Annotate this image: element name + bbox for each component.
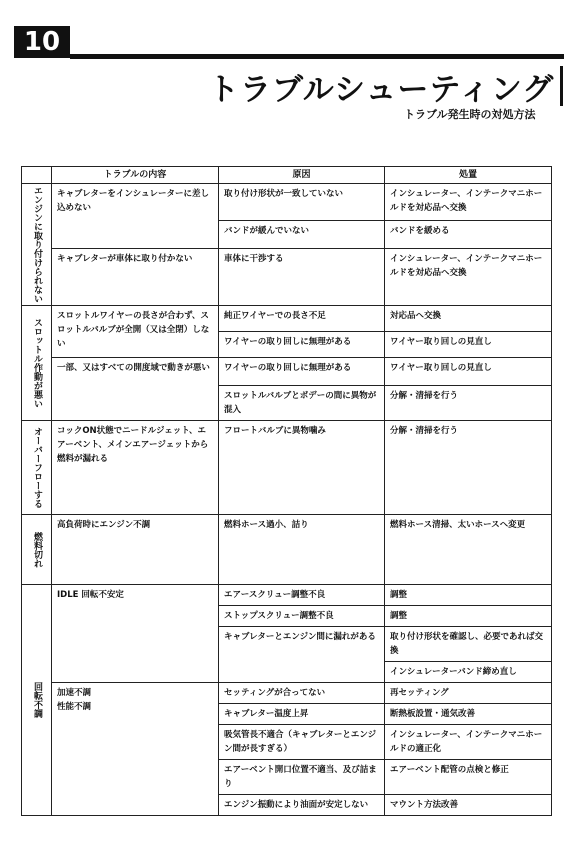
cause-cell: ワイヤーの取り回しに無理がある bbox=[219, 358, 385, 386]
action-cell: バンドを緩める bbox=[385, 221, 552, 249]
table-row bbox=[22, 249, 552, 306]
action-cell: 断熱板設置・通気改善 bbox=[385, 704, 552, 725]
problem-cell: キャブレターが車体に取り付かない bbox=[52, 249, 219, 306]
cause-cell: エアースクリュー調整不良 bbox=[219, 585, 385, 606]
category-cell: 燃料切れ bbox=[22, 515, 52, 585]
cause-cell: ストップスクリュー調整不良 bbox=[219, 606, 385, 627]
cause-cell: ワイヤーの取り回しに無理がある bbox=[219, 332, 385, 358]
action-cell: ワイヤー取り回しの見直し bbox=[385, 358, 552, 386]
page-title: トラブルシューティング bbox=[208, 72, 555, 108]
category-cell: スロットル作動が悪い bbox=[22, 306, 52, 421]
chapter-rule bbox=[70, 54, 564, 59]
action-cell: 取り付け形状を確認し、必要であれば交換 bbox=[385, 627, 552, 662]
problem-cell: スロットルワイヤーの長さが合わず、スロットルバルブが全開（又は全閉）しない bbox=[52, 306, 219, 358]
action-cell: 調整 bbox=[385, 585, 552, 606]
cause-cell: 純正ワイヤーでの長さ不足 bbox=[219, 306, 385, 332]
category-cell: オーバーフローする bbox=[22, 421, 52, 515]
cause-cell: キャブレター温度上昇 bbox=[219, 704, 385, 725]
cause-cell: エアーベント開口位置不適当、及び詰まり bbox=[219, 760, 385, 795]
problem-cell: IDLE 回転不安定 bbox=[52, 585, 219, 683]
problem-cell: 加速不調 性能不調 bbox=[52, 683, 219, 816]
table-row bbox=[22, 184, 552, 221]
cause-cell: 取り付け形状が一致していない bbox=[219, 184, 385, 221]
action-cell: エアーベント配管の点検と修正 bbox=[385, 760, 552, 795]
cause-cell: 車体に干渉する bbox=[219, 249, 385, 306]
page-subtitle: トラブル発生時の対処方法 bbox=[404, 108, 536, 121]
cause-cell: スロットルバルブとボデーの間に異物が混入 bbox=[219, 386, 385, 421]
table-row bbox=[22, 306, 552, 332]
category-cell: エンジンに取り付けられない bbox=[22, 184, 52, 306]
problem-cell: 一部、又はすべての開度域で動きが悪い bbox=[52, 358, 219, 421]
action-cell: インシュレーター、インテークマニホールドを対応品へ交換 bbox=[385, 249, 552, 306]
action-cell: インシュレーター、インテークマニホールドの適正化 bbox=[385, 725, 552, 760]
action-cell: マウント方法改善 bbox=[385, 795, 552, 816]
table-row bbox=[22, 421, 552, 515]
problem-cell: コックON状態でニードルジェット、エアーベント、メインエアージェットから燃料が漏れる bbox=[52, 421, 219, 515]
table-header-row bbox=[22, 167, 552, 184]
category-cell: 回転不調 bbox=[22, 585, 52, 816]
action-cell: インシュレーター、インテークマニホールドを対応品へ交換 bbox=[385, 184, 552, 221]
table-row bbox=[22, 358, 552, 386]
cause-cell: バンドが緩んでいない bbox=[219, 221, 385, 249]
troubleshooting-table bbox=[21, 166, 552, 816]
problem-cell: 高負荷時にエンジン不調 bbox=[52, 515, 219, 585]
cause-cell: 燃料ホース過小、詰り bbox=[219, 515, 385, 585]
action-cell: 分解・清掃を行う bbox=[385, 421, 552, 515]
table-row bbox=[22, 683, 552, 704]
cause-cell: セッティングが合ってない bbox=[219, 683, 385, 704]
cause-cell: 吸気管長不適合（キャブレターとエンジン間が長すぎる） bbox=[219, 725, 385, 760]
title-side-bar bbox=[560, 66, 563, 106]
header-cause: 原因 bbox=[219, 167, 385, 184]
action-cell: ワイヤー取り回しの見直し bbox=[385, 332, 552, 358]
action-cell: 分解・清掃を行う bbox=[385, 386, 552, 421]
action-cell: 再セッティング bbox=[385, 683, 552, 704]
action-cell: 対応品へ交換 bbox=[385, 306, 552, 332]
cause-cell: キャブレターとエンジン間に漏れがある bbox=[219, 627, 385, 683]
action-cell: 燃料ホース清掃、太いホースへ変更 bbox=[385, 515, 552, 585]
action-cell: 調整 bbox=[385, 606, 552, 627]
table-row bbox=[22, 515, 552, 585]
cause-cell: フロートバルブに異物噛み bbox=[219, 421, 385, 515]
header-action: 処置 bbox=[385, 167, 552, 184]
chapter-number: 10 bbox=[14, 26, 70, 58]
header-category bbox=[22, 167, 52, 184]
header-problem: トラブルの内容 bbox=[52, 167, 219, 184]
action-cell: インシュレーターバンド締め直し bbox=[385, 662, 552, 683]
table-row bbox=[22, 585, 552, 606]
problem-cell: キャブレターをインシュレーターに差し込めない bbox=[52, 184, 219, 249]
cause-cell: エンジン振動により油面が安定しない bbox=[219, 795, 385, 816]
